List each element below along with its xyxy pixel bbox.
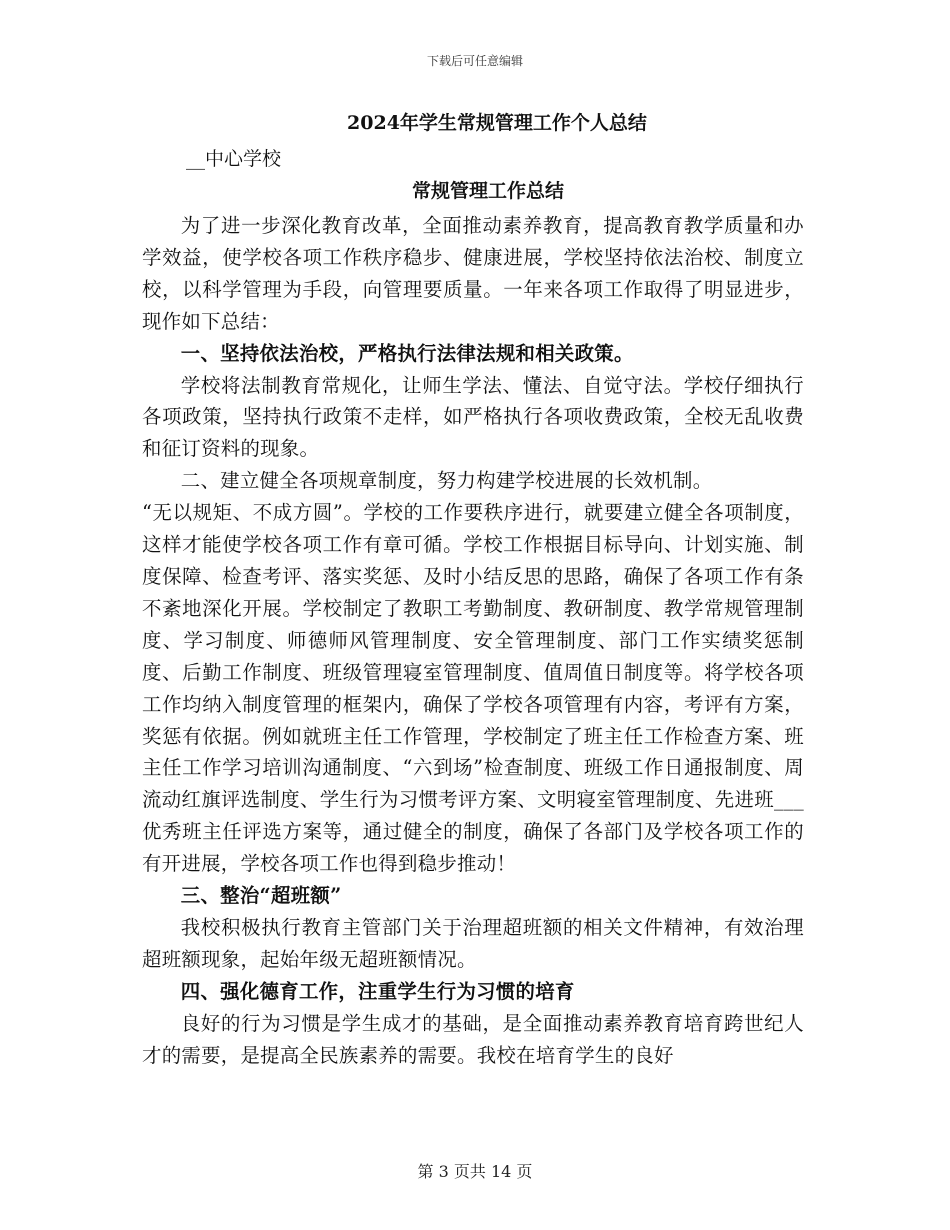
paragraph-section-1: 学校将法制教育常规化，让师生学法、懂法、自觉守法。学校仔细执行各项政策，坚持执行政策不走样，如严格执行各项收费政策，全校无乱收费和征订资料的现象。: [142, 373, 804, 461]
paragraph-section-4: 良好的行为习惯是学生成才的基础，是全面推动素养教育培育跨世纪人才的需要，是提高全民族素养的需要。我校在培育学生的良好: [142, 1011, 804, 1067]
heading-section-4: 四、强化德育工作，注重学生行为习惯的培育: [180, 979, 575, 1003]
document-body: [142, 104, 804, 1071]
paragraph-section-2: “无以规矩、不成方圆”。学校的工作要秩序进行，就要建立健全各项制度，这样才能使学校各项工作有章可循。学校工作根据目标导向、计划实施、制度保障、检查考评、落实奖惩、及时小结反思的思路，确保了各项工作有条不紊地深化开展。学校制定了教职工考勤制度、教研制度、教学常规管理制度、学习制度、师德师风管理制度、安全管理制度、部门工作实绩奖惩制度、后勤工作制度、班级管理寝室管理制度、值周值日制度等。将学校各项工作均纳入制度管理的框架内，确保了学校各项管理有内容，考评有方案，奖惩有依据。例如就班主任工作管理，学校制定了班主任工作检查方案、班主任工作学习培训沟通制度、“六到场”检查制度、班级工作日通报制度、周流动红旗评选制度、学生行为习惯考评方案、文明寝室管理制度、先进班___优秀班主任评选方案等，通过健全的制度，确保了各部门及学校各项工作的有开进展，学校各项工作也得到稳步推动！: [142, 501, 804, 876]
paragraph-section-3: 我校积极执行教育主管部门关于治理超班额的相关文件精神，有效治理超班额现象，起始年级无超班额情况。: [142, 915, 804, 971]
document-title: 2024年学生常规管理工作个人总结: [347, 112, 647, 134]
page-header: 下载后可任意编辑: [426, 54, 523, 68]
page-footer: 第 3 页共 14 页: [417, 1162, 533, 1181]
heading-section-1: 一、坚持依法治校，严格执行法律法规和相关政策。: [180, 341, 634, 365]
heading-section-3: 三、整治“超班额”: [180, 884, 342, 908]
section-subtitle: 常规管理工作总结: [411, 180, 564, 202]
heading-section-2: 二、建立健全各项规章制度，努力构建学校进展的长效机制。: [180, 469, 713, 493]
paragraph-intro: 为了进一步深化教育改革，全面推动素养教育，提高教育教学质量和办学效益，使学校各项工作秩序稳步、健康进展，学校坚持依法治校、制度立校，以科学管理为手段，向管理要质量。一年来各项工作取得了明显进步，现作如下总结：: [142, 214, 804, 333]
school-name: __中心学校: [186, 148, 282, 170]
